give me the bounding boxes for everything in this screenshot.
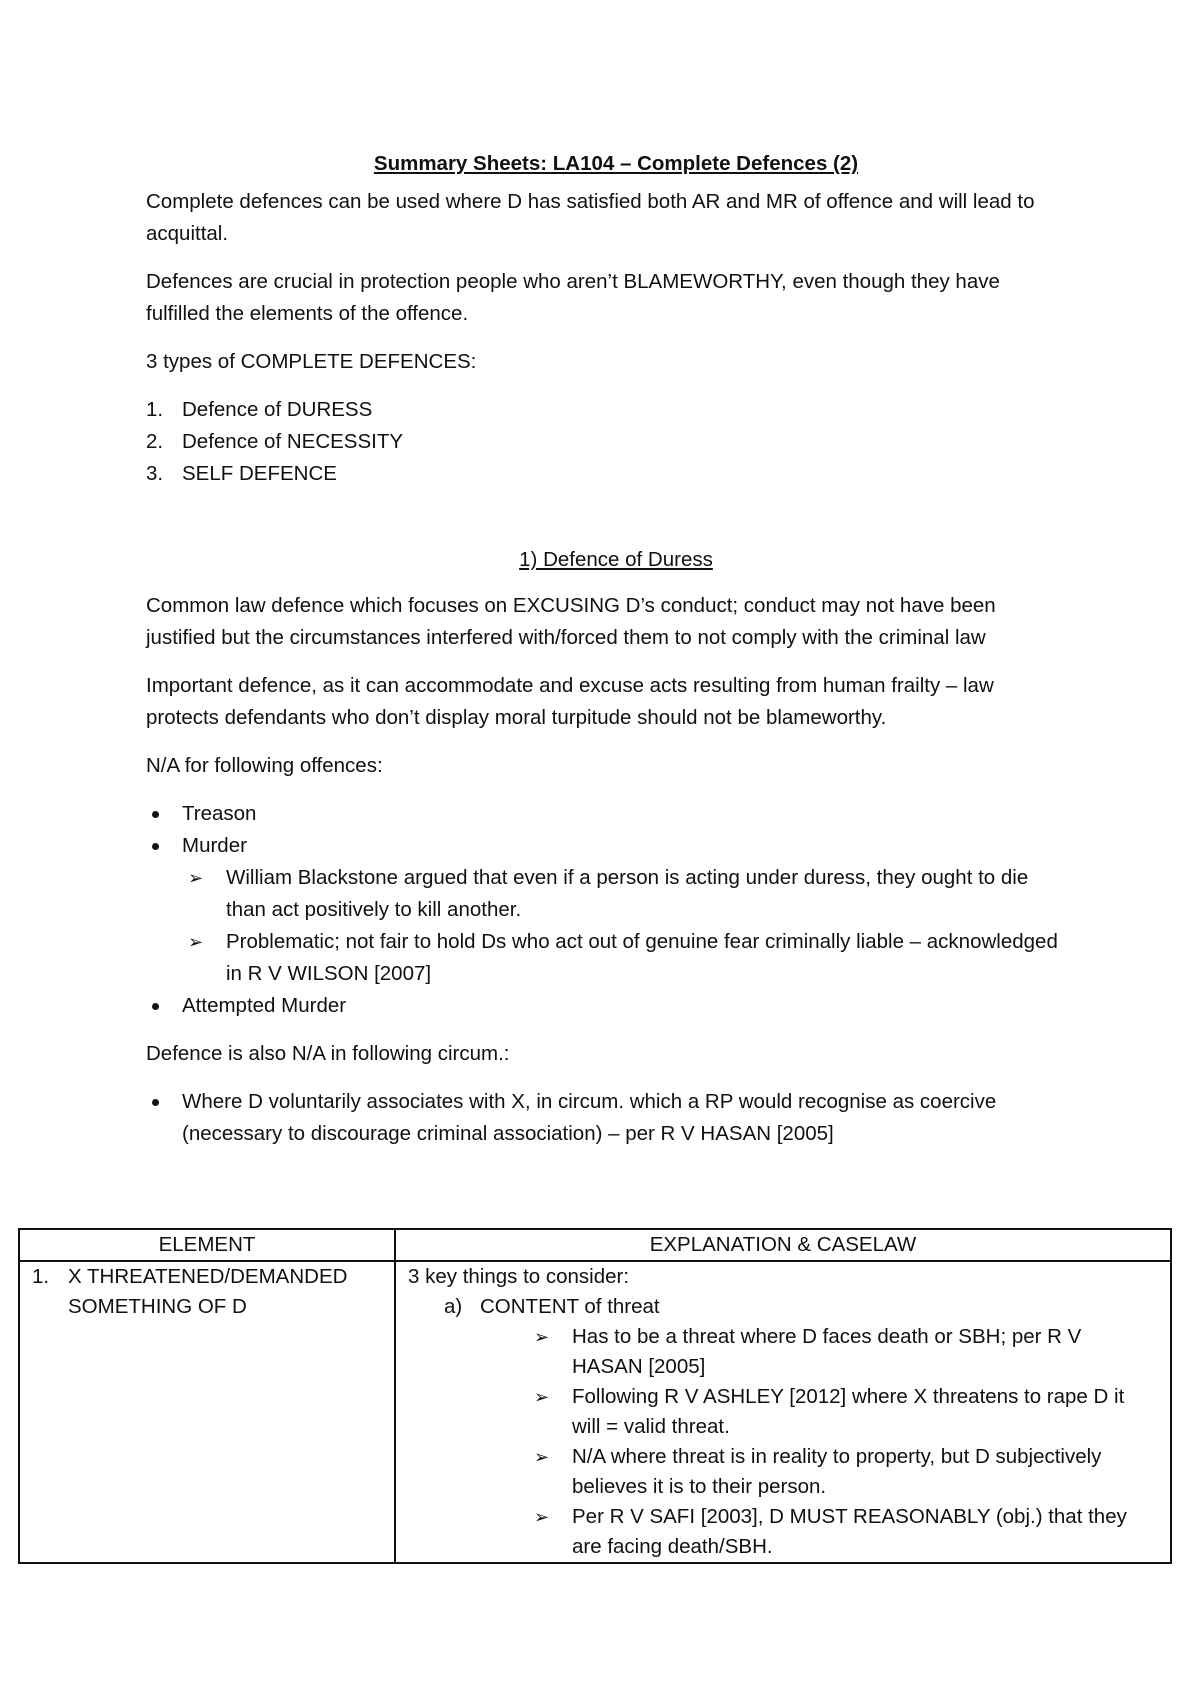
list-item [146,830,1066,990]
explanation-intro: 3 key things to consider: [408,1265,630,1288]
sub-list-item-text: William Blackstone argued that even if a person is acting under duress, they ought to die than act positively to kill another. [226,866,1029,921]
list-number: 3. [146,462,164,485]
bullet-dot-icon [152,1099,159,1106]
explanation-point-text: N/A where threat is in reality to property, but D subjectively believes it is to their person. [572,1445,1102,1498]
intro-paragraph-2: Defences are crucial in protection people who aren’t BLAMEWORTHY, even though they have fulfilled the elements of the offence. [146,270,1000,325]
explanation-point [408,1322,1162,1382]
arrowhead-bullet-icon: ➢ [534,1327,550,1347]
explanation-point-text: Per R V SAFI [2003], D MUST REASONABLY (obj.) that they are facing death/SBH. [572,1505,1127,1558]
document-body [146,148,1066,1166]
arrowhead-bullet-icon: ➢ [534,1447,550,1467]
list-item-text: Defence of DURESS [182,398,373,421]
explanation-point [408,1502,1162,1562]
list-number: 1. [146,398,164,421]
intro-paragraph-1: Complete defences can be used where D has satisfied both AR and MR of offence and will lead to acquittal. [146,190,1035,245]
list-item-text: Treason [182,802,257,825]
sub-list-item [182,862,1066,926]
list-item-text: SELF DEFENCE [182,462,337,485]
sub-list-item [182,926,1066,990]
elements-table [18,1228,1172,1564]
murder-notes-list [182,862,1066,990]
list-item-text: Murder [182,834,247,857]
explanation-point-text: Following R V ASHLEY [2012] where X threatens to rape D it will = valid threat. [572,1385,1125,1438]
na-offences-heading: N/A for following offences: [146,754,383,777]
explanation-points-list [408,1322,1162,1562]
circum-heading: Defence is also N/A in following circum.: [146,1042,510,1065]
section-heading-duress: 1) Defence of Duress [519,548,713,571]
explanation-subheading [408,1292,1162,1322]
element-number: 1. [32,1265,50,1288]
arrowhead-bullet-icon: ➢ [534,1387,550,1407]
list-item-text: Where D voluntarily associates with X, in circum. which a RP would recognise as coercive (necessary to discourage criminal association) – per R V HASAN [2005] [182,1090,997,1145]
list-item [146,990,1066,1022]
bullet-dot-icon [152,811,159,818]
list-number: 2. [146,430,164,453]
explanation-point [408,1382,1162,1442]
element-cell [19,1261,395,1563]
na-offences-list [146,798,1066,1022]
arrowhead-bullet-icon: ➢ [534,1507,550,1527]
sub-title: CONTENT of threat [480,1295,660,1318]
arrowhead-bullet-icon: ➢ [188,868,204,888]
bullet-dot-icon [152,1003,159,1010]
column-header-explanation: EXPLANATION & CASELAW [395,1229,1171,1261]
defence-types-list [146,394,1066,490]
list-item [146,1086,1066,1150]
element-text: X THREATENED/DEMANDED SOMETHING OF D [68,1265,348,1318]
sub-letter: a) [444,1295,463,1318]
explanation-cell [395,1261,1171,1563]
duress-paragraph-2: Important defence, as it can accommodate and excuse acts resulting from human frailty – law protects defendants who don’t display moral turpitude should not be blameworthy. [146,674,994,729]
page-title: Summary Sheets: LA104 – Complete Defences (2) [373,152,859,175]
duress-paragraph-1: Common law defence which focuses on EXCUSING D’s conduct; conduct may not have been justified but the circumstances interfered with/forced them to not comply with the criminal law [146,594,996,649]
arrowhead-bullet-icon: ➢ [188,932,204,952]
list-item [146,458,1066,490]
bullet-dot-icon [152,843,159,850]
circum-list [146,1086,1066,1150]
sub-list-item-text: Problematic; not fair to hold Ds who act out of genuine fear criminally liable – acknowledged in R V WILSON [2007] [226,930,1058,985]
types-heading: 3 types of COMPLETE DEFENCES: [146,350,477,373]
table-header-row [19,1229,1171,1261]
column-header-element: ELEMENT [19,1229,395,1261]
explanation-point [408,1442,1162,1502]
list-item-text: Defence of NECESSITY [182,430,404,453]
list-item-text: Attempted Murder [182,994,347,1017]
list-item [146,426,1066,458]
explanation-point-text: Has to be a threat where D faces death or SBH; per R V HASAN [2005] [572,1325,1082,1378]
list-item [146,798,1066,830]
list-item [146,394,1066,426]
table-row [19,1261,1171,1563]
